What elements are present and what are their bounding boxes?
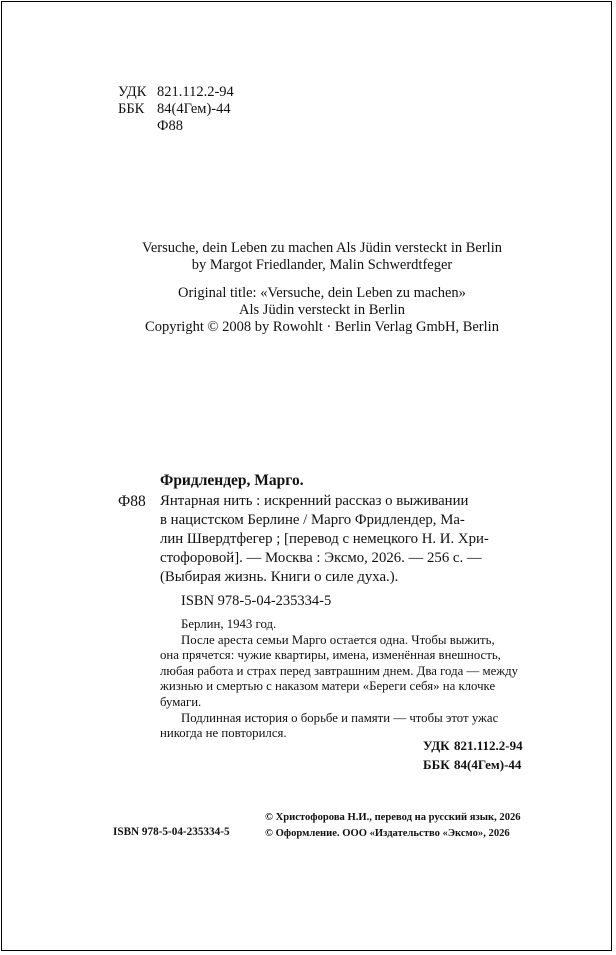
catalog-isbn: ISBN 978-5-04-235334-5 [181, 593, 332, 609]
annotation-line7: Подлинная история о борьбе и памяти — чтобы этот ужас [181, 710, 499, 725]
bbk-value: 84(4Гем)-44 [157, 101, 231, 117]
original-title-line1: Versuche, dein Leben zu machen Als Jüdin versteckt in Berlin [142, 240, 502, 256]
annotation-line4: любая работа и страх перед завтрашним днем. Два года — между [160, 663, 518, 678]
copyright-design: © Оформление. ООО «Издательство «Эксмо», 2026 [265, 827, 510, 839]
annotation-line8: никогда не повторился. [160, 726, 287, 741]
bottom-bbk-value: 84(4Гем)-44 [454, 757, 522, 772]
catalog-line5: (Выбирая жизнь. Книги о силе духа.). [160, 569, 399, 585]
bottom-udk-value: 821.112.2-94 [454, 738, 523, 753]
annotation-line2: После ареста семьи Марго остается одна. Чтобы выжить, [181, 632, 495, 647]
bottom-bbk-row [423, 755, 523, 774]
top-cipher: Ф88 [157, 118, 183, 134]
annotation-line5: жизнью и смертью с наказом матери «Береги себя» на клочке [160, 679, 496, 694]
catalog-description [160, 492, 532, 587]
bottom-udk-label: УДК [423, 738, 450, 753]
catalog-line4: стофоровой]. — Москва : Эксмо, 2026. — 256 с. — [160, 550, 482, 566]
bottom-udk-row [423, 736, 523, 755]
page-border [1, 1, 612, 951]
bottom-bbk-label: ББК [423, 757, 450, 772]
top-classification [118, 84, 234, 135]
annotation-line1: Берлин, 1943 год. [181, 617, 277, 631]
original-title-label-line1: Original title: «Versuche, dein Leben zu machen» [178, 285, 466, 301]
annotation-line6: бумаги. [160, 694, 202, 709]
udk-value: 821.112.2-94 [157, 84, 234, 100]
original-copyright: Copyright © 2008 by Rowohlt · Berlin Verlag GmbH, Berlin [145, 319, 499, 335]
annotation [160, 617, 536, 742]
catalog-cipher: Ф88 [118, 493, 146, 510]
annotation-line3: она прячется: чужие квартиры, имена, изменённая внешность, [160, 648, 501, 663]
original-title-line2: by Margot Friedlander, Malin Schwerdtfeger [191, 257, 453, 273]
bbk-row [118, 101, 234, 118]
footer-copyrights [265, 810, 521, 841]
footer-isbn: ISBN 978-5-04-235334-5 [113, 826, 230, 838]
original-title-block [0, 240, 616, 274]
catalog-line3: лин Швердтфегер ; [перевод с немецкого Н. И. Хри- [160, 531, 489, 547]
catalog-line2: в нацистском Берлине / Марго Фридлендер, Ма- [160, 512, 465, 528]
original-title-label-line2: Als Jüdin versteckt in Berlin [239, 302, 405, 318]
bottom-classification [423, 736, 523, 774]
cipher-row [118, 118, 234, 135]
copyright-translation: © Христофорова Н.И., перевод на русский язык, 2026 [265, 812, 521, 823]
catalog-line1: Янтарная нить : искренний рассказ о выживании [160, 493, 469, 509]
catalog-author: Фридлендер, Марго. [160, 472, 304, 489]
original-info-block [0, 285, 616, 336]
bbk-label: ББК [118, 101, 145, 117]
udk-label: УДК [118, 84, 147, 100]
udk-row [118, 84, 234, 101]
